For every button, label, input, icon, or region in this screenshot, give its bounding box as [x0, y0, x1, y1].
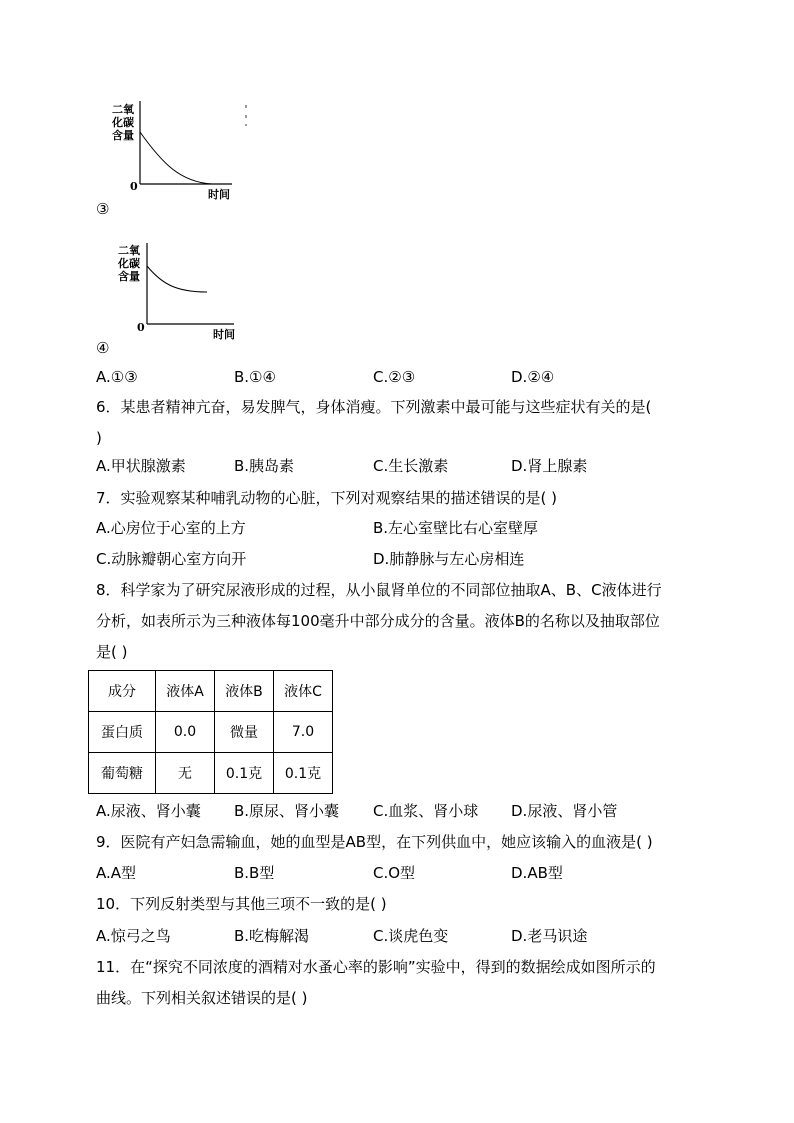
q7-option-a: A.心房位于心室的上方	[96, 519, 246, 537]
table-header: 液体B	[215, 671, 274, 712]
table-header: 成分	[89, 671, 156, 712]
graph-4-number: ④	[96, 339, 110, 357]
graph-3-xlabel: 时间	[208, 188, 230, 201]
table-cell: 7.0	[274, 712, 333, 753]
table-cell: 0.0	[156, 712, 215, 753]
q7-stem: 7．实验观察某种哺乳动物的心脏，下列对观察结果的描述错误的是( )	[96, 489, 558, 507]
graph-4-origin: 0	[137, 321, 145, 334]
graph-4-ylabel-line: 二氧	[118, 244, 140, 257]
q8-option-c: C.血浆、肾小球	[373, 802, 479, 820]
q10-option-b: B.吃梅解渴	[234, 927, 310, 945]
graph-3-origin: 0	[130, 180, 138, 193]
q6-stem-cont: )	[96, 429, 102, 447]
q6-option-c: C.生长激素	[373, 457, 449, 475]
table-cell: 微量	[215, 712, 274, 753]
q8-stem-cont: 分析，如表所示为三种液体每100毫升中部分成分的含量。液体B的名称以及抽取部位	[96, 612, 660, 630]
q11-stem-cont: 曲线。下列相关叙述错误的是( )	[96, 989, 308, 1007]
table-cell: 葡萄糖	[89, 753, 156, 794]
q10-option-a: A.惊弓之鸟	[96, 927, 171, 945]
graph-3-ylabel-line: 二氧	[112, 103, 134, 116]
q10-stem: 10．下列反射类型与其他三项不一致的是( )	[96, 895, 387, 913]
table-cell: 无	[156, 753, 215, 794]
q9-option-b: B.B型	[234, 864, 275, 882]
graph-4-ylabel-line: 含量	[118, 270, 140, 283]
q5-option-c: C.②③	[373, 368, 416, 386]
graph-3-curve	[140, 132, 212, 184]
graph-3-ylabel-line: 含量	[112, 129, 134, 142]
graph-3-plot	[100, 95, 260, 205]
table-row	[89, 712, 333, 753]
graph-4	[106, 236, 266, 346]
q7-option-d: D.肺静脉与左心房相连	[373, 550, 525, 568]
q6-option-b: B.胰岛素	[234, 457, 295, 475]
q7-option-c: C.动脉瓣朝心室方向开	[96, 550, 247, 568]
q8-option-a: A.尿液、肾小囊	[96, 802, 201, 820]
q8-table	[88, 670, 333, 794]
q5-option-a: A.①③	[96, 368, 138, 386]
q8-option-d: D.尿液、肾小管	[511, 802, 618, 820]
table-cell: 0.1克	[215, 753, 274, 794]
table-header-row	[89, 671, 333, 712]
q10-option-c: C.谈虎色变	[373, 927, 449, 945]
q5-option-d: D.②④	[511, 368, 555, 386]
graph-4-xlabel: 时间	[213, 328, 235, 341]
table-header: 液体A	[156, 671, 215, 712]
graph-4-ylabel-line: 化碳	[118, 257, 140, 270]
table-cell: 蛋白质	[89, 712, 156, 753]
q9-option-a: A.A型	[96, 864, 137, 882]
graph-4-curve	[147, 266, 207, 292]
table-header: 液体C	[274, 671, 333, 712]
graph-3-number: ③	[96, 200, 110, 218]
q9-option-d: D.AB型	[511, 864, 563, 882]
q11-stem: 11．在“探究不同浓度的酒精对水蚤心率的影响”实验中，得到的数据绘成如图所示的	[96, 958, 656, 976]
q7-option-b: B.左心室壁比右心室壁厚	[373, 519, 539, 537]
q8-option-b: B.原尿、肾小囊	[234, 802, 340, 820]
q9-option-c: C.O型	[373, 864, 416, 882]
q5-option-b: B.①④	[234, 368, 276, 386]
q8-stem-cont: 是( )	[96, 643, 128, 661]
q9-stem: 9．医院有产妇急需输血，她的血型是AB型，在下列供血中，她应该输入的血液是( )	[96, 833, 653, 851]
graph-4-plot	[106, 236, 266, 346]
q6-option-a: A.甲状腺激素	[96, 457, 186, 475]
graph-3-ylabel-line: 化碳	[112, 116, 134, 129]
q10-option-d: D.老马识途	[511, 927, 588, 945]
q8-stem: 8．科学家为了研究尿液形成的过程，从小鼠肾单位的不同部位抽取A、B、C液体进行	[96, 581, 662, 599]
table-cell: 0.1克	[274, 753, 333, 794]
q6-stem: 6．某患者精神亢奋，易发脾气，身体消瘦。下列激素中最可能与这些症状有关的是(	[96, 398, 652, 416]
table-row	[89, 753, 333, 794]
graph-3	[100, 95, 260, 205]
q6-option-d: D.肾上腺素	[511, 457, 588, 475]
